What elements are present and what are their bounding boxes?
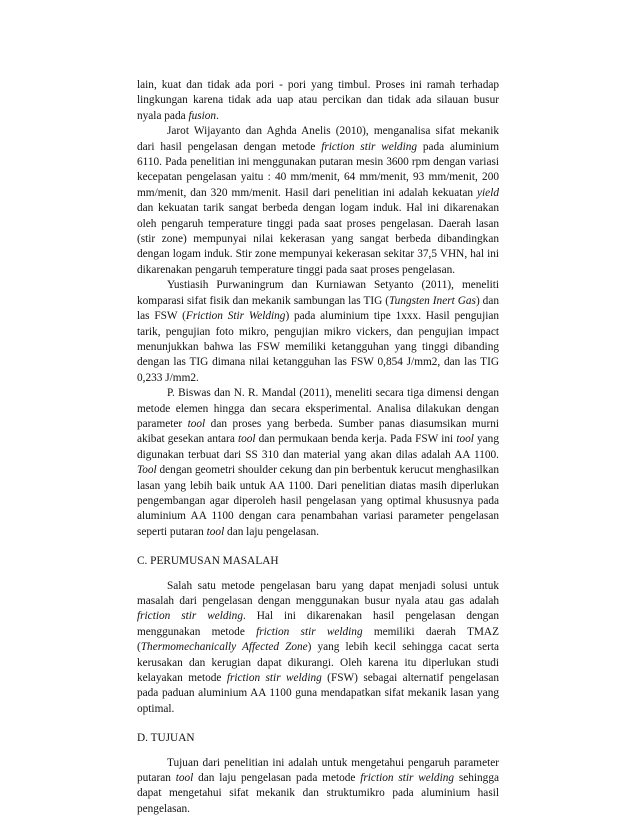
paragraph-perumusan-masalah bbox=[137, 579, 499, 718]
text-run: P. Biswas dan N. R. Mandal (2011), meneliti secara tiga dimensi dengan metode elemen hingga dan secara eksperimental. Analisa dilakukan dengan parameter bbox=[137, 387, 499, 430]
italic-term: Friction Stir Welding bbox=[185, 310, 286, 323]
text-run: Tujuan dari penelitian ini adalah untuk mengetahui pengaruh parameter putaran bbox=[137, 756, 499, 785]
italic-term: Tungsten Inert Gas bbox=[389, 294, 476, 307]
paragraph-biswas bbox=[137, 386, 499, 540]
text-run: (FSW) sebagai alternatif pengelasan pada paduan aluminium AA 1100 guna mendapatkan sifat mekanik lasan yang optimal. bbox=[137, 672, 499, 715]
text-run: ) yang lebih kecil sehingga cacat serta kerusakan dan kerugian dapat dikurangi. Oleh karena itu diperlukan studi kelayakan metode bbox=[137, 641, 499, 685]
italic-term: Tool bbox=[137, 464, 157, 477]
text-run: . bbox=[216, 109, 219, 122]
italic-term: tool bbox=[187, 417, 206, 430]
paragraph-tujuan bbox=[137, 756, 499, 818]
paragraph-yustiasih bbox=[137, 278, 499, 386]
italic-term: tool bbox=[175, 772, 194, 785]
text-run: dan laju pengelasan pada metode bbox=[193, 772, 361, 785]
text-run: yang digunakan terbuat dari SS 310 dan material yang akan dilas adalah AA 1100. bbox=[137, 433, 499, 461]
italic-term: friction stir welding bbox=[256, 625, 363, 638]
text-run: sehingga dapat mengetahui sifat mekanik dan struktumikro pada aluminium hasil pengelasan. bbox=[137, 772, 499, 815]
italic-term: fusion bbox=[188, 109, 217, 122]
text-run: lain, kuat dan tidak ada pori - pori yang timbul. Proses ini ramah terhadap lingkungan karena tidak ada uap atau percikan dan tidak ada silauan busur nyala pada bbox=[137, 79, 499, 122]
italic-term: friction stir welding bbox=[226, 672, 322, 685]
paragraph-jarot-wijayanto bbox=[137, 124, 499, 278]
paragraph-intro-continuation bbox=[137, 78, 499, 124]
section-heading-perumusan-masalah: C. PERUMUSAN MASALAH bbox=[137, 555, 279, 568]
text-run: pada aluminium 6110. Pada penelitian ini menggunakan putaran mesin 3600 rpm dengan variasi kecepatan pengelasan yaitu : 40 mm/menit, 64 mm/menit, 93 mm/menit, 200 mm/menit, dan 320 mm/menit. Hasil dari penelitian ini adalah kekuatan bbox=[137, 140, 499, 199]
text-run: Salah satu metode pengelasan baru yang dapat menjadi solusi untuk masalah dari pengelasan dengan menggunakan busur nyala atau gas adalah bbox=[137, 579, 499, 607]
italic-term: friction stir welding bbox=[360, 772, 455, 785]
text-run: . Hal ini dikarenakan hasil pengelasan dengan menggunakan metode bbox=[137, 610, 499, 638]
text-run: memiliki daerah TMAZ ( bbox=[137, 625, 499, 654]
italic-term: yield bbox=[477, 186, 499, 199]
text-run: dan proses yang berbeda. Sumber panas diasumsikan murni akibat gesekan antara bbox=[137, 417, 499, 446]
italic-term: friction stir welding bbox=[321, 140, 418, 153]
italic-term: friction stir welding bbox=[137, 610, 243, 623]
text-run: dan permukaan benda kerja. Pada FSW ini bbox=[255, 433, 457, 446]
text-run: dan laju pengelasan. bbox=[224, 525, 319, 538]
italic-term: tool bbox=[456, 433, 474, 446]
text-run: dan kekuatan tarik sangat berbeda dengan logam induk. Hal ini dikarenakan oleh pengaruh temperature tinggi pada saat proses pengelasan. Daerah lasan (stir zone) mempunyai nilai kekerasan yang sangat berbeda dibandingkan dengan logam induk. Stir zone mempunyai kekerasan sekitar 37,5 VHN, hal ini dikarenakan pengaruh temperature tinggi pada saat proses pengelasan. bbox=[137, 202, 499, 276]
text-run: dengan geometri shoulder cekung dan pin berbentuk kerucut menghasilkan lasan yang lebih baik untuk AA 1100. Dari penelitian diatas masih diperlukan pengembangan agar diperoleh hasil pengelasan yang optimal khususnya pada aluminium AA 1100 dengan cara penambahan variasi parameter pengelasan seperti putaran bbox=[137, 464, 499, 538]
section-heading-tujuan: D. TUJUAN bbox=[137, 732, 195, 745]
text-run: Jarot Wijayanto dan Aghda Anelis (2010), menganalisa sifat mekanik dari hasil pengelasan dengan metode bbox=[137, 125, 499, 153]
text-run: ) dan las FSW ( bbox=[137, 294, 499, 323]
italic-term: tool bbox=[237, 433, 256, 446]
italic-term: tool bbox=[206, 525, 225, 538]
document-page bbox=[137, 78, 499, 817]
italic-term: Thermomechanically Affected Zone bbox=[140, 641, 308, 654]
text-run: ) pada aluminium tipe 1xxx. Hasil pengujian tarik, pengujian foto mikro, pengujian mikro vickers, dan pengujian impact menunjukkan bahwa las FSW memiliki ketangguhan yang tinggi dibanding dengan las TIG dimana nilai ketangguhan las FSW 0,854 J/mm2, dan las TIG 0,233 J/mm2. bbox=[137, 310, 500, 384]
text-run: Yustiasih Purwaningrum dan Kurniawan Setyanto (2011), meneliti komparasi sifat fisik dan mekanik sambungan las TIG ( bbox=[137, 279, 499, 307]
